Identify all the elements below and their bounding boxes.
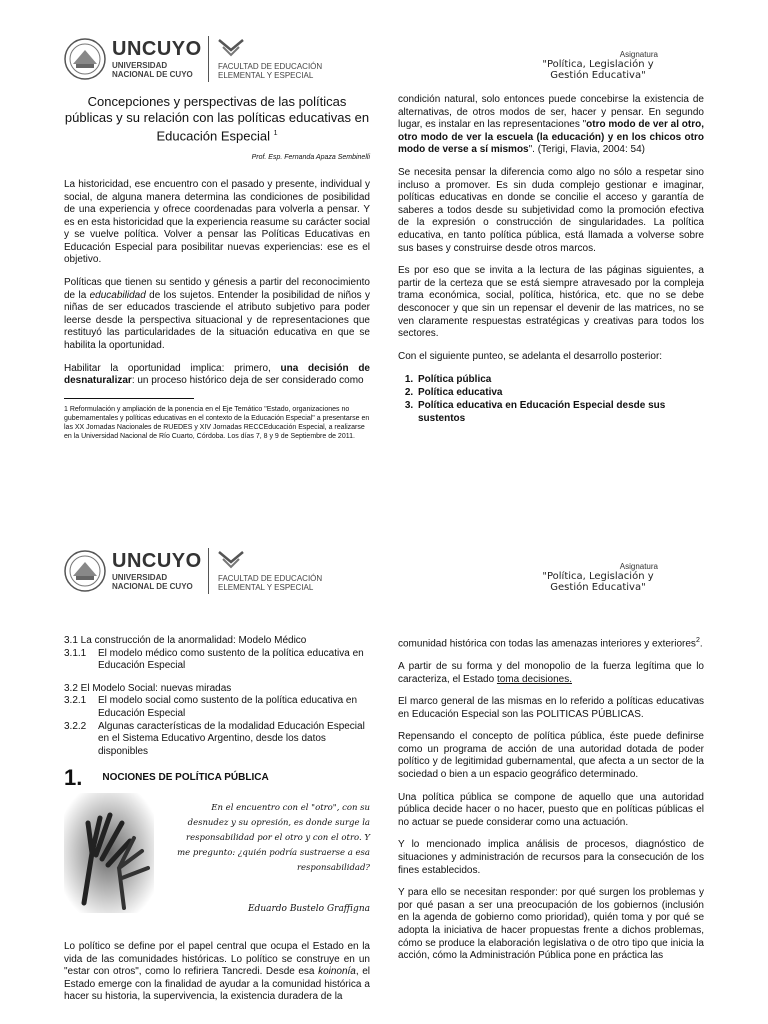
university-name-line1: UNIVERSIDAD — [112, 573, 168, 582]
paragraph-emphasis: koinonía — [318, 966, 356, 978]
epigraph-quote: En el encuentro con el "otro", con su desnudez y su opresión, es donde surge la responsabilidad por el otro y con el otro. Y me pregunto: ¿quién podría sustraerse a esa responsabilidad? — [177, 802, 370, 873]
toc-item-text: El modelo médico como sustento de la política educativa en Educación Especial — [98, 647, 364, 672]
uncuyo-logo — [64, 36, 404, 86]
toc-item-number: 3.2.1 — [64, 695, 87, 707]
university-name-line2: NACIONAL DE CUYO — [112, 70, 193, 79]
university-name — [112, 573, 193, 591]
subject-block — [508, 50, 688, 81]
university-name-line1: UNIVERSIDAD — [112, 61, 168, 70]
paragraph — [64, 941, 370, 1004]
paragraph: El marco general de las mismas en lo referido a políticas educativas en Educación Especial son las POLITICAS PÚBLICAS. — [398, 696, 704, 720]
paragraph-text: Lo político se define por el papel central que ocupa el Estado en la vida de las comunidades históricas. Lo político se construye en un "estar con otros", como lo refiriera Tancredi. Desde esa — [64, 940, 370, 978]
paragraph-text: ". (Terigi, Flavia, 2004: 54) — [528, 144, 646, 156]
faculty-name-line1: FACULTAD DE EDUCACIÓN — [218, 574, 323, 583]
title-text: Concepciones y perspectivas de las políticas públicas y su relación con las políticas educativas en Educación Especial — [64, 94, 370, 144]
faculty-name-line2: ELEMENTAL Y ESPECIAL — [218, 583, 314, 592]
paragraph-underline: toma decisiones. — [496, 673, 572, 685]
asignatura-label: Asignatura — [619, 562, 658, 571]
toc-item-number: 3.2.2 — [64, 720, 87, 732]
asignatura-label: Asignatura — [619, 50, 658, 59]
paragraph: Repensando el concepto de política pública, éste puede definirse como un programa de acción de una autoridad dotada de poder político y de legitimidad gubernamental, que afecta a un sector de la sociedad o bien a un espacio geográfico determinado. — [398, 731, 704, 781]
subject-line2: Gestión Educativa" — [550, 582, 646, 593]
paragraph: La historicidad, ese encuentro con el pasado y presente, individual y social, de alguna manera determina las condiciones de posibilidad de una experiencia y ofrece coordenadas para volverla a pensar. Y es en esta historicidad que la experiencia reasume su carácter social y se vuelve política. Volver a pensar las Políticas Educativas en Educación Especial para posibilitar nuevas experiencias: ese es el objetivo. — [64, 178, 370, 266]
paragraph-text: , el Estado emerge con la finalidad de ayudar a la comunidad histórica a hacer su historia, la supervivencia, la existencia duradera de la — [64, 966, 370, 1003]
toc-item-text: 3.2 El Modelo Social: nuevas miradas — [64, 682, 232, 694]
toc-item — [64, 635, 370, 648]
university-name — [112, 61, 193, 79]
faculty-name — [218, 574, 322, 592]
page1-column-right — [398, 94, 704, 425]
paragraph-text: : un proceso histórico deja de ser considerado como — [131, 375, 364, 387]
toc-item-text: 3.1 La construcción de la anormalidad: Modelo Médico — [64, 635, 307, 646]
footnote-ref[interactable]: 2 — [695, 637, 700, 644]
epigraph — [64, 793, 370, 931]
list-item: 2. Política educativa — [416, 386, 704, 399]
list-item: 3. Política educativa en Educación Especial desde sus sustentos — [416, 399, 704, 425]
paragraph-text: Políticas que tienen su sentido y génesis a partir del reconocimiento de la — [64, 277, 370, 301]
page1-column-left — [64, 94, 370, 441]
hands-image — [64, 793, 154, 913]
paragraph — [64, 363, 370, 388]
subject-line1: "Política, Legislación y — [542, 59, 654, 70]
paragraph — [398, 94, 704, 157]
uncuyo-wordmark: UNCUYO — [112, 38, 202, 60]
faculty-chevron-icon — [218, 38, 244, 58]
faculty-name — [218, 62, 322, 80]
paragraph: Con el siguiente punteo, se adelanta el desarrollo posterior: — [398, 350, 663, 362]
toc-item — [64, 721, 370, 759]
paragraph: Una política pública se compone de aquello que una autoridad pública decide hacer o no hacer, puesto que en políticas públicas el no actuar se puede considerar como una actuación. — [398, 791, 704, 828]
toc-item — [64, 695, 370, 720]
toc-item — [64, 683, 370, 696]
uncuyo-logo — [64, 548, 404, 598]
numbered-list — [398, 373, 704, 425]
toc-item-text: El modelo social como sustento de la política educativa en Educación Especial — [98, 695, 358, 719]
uncuyo-wordmark: UNCUYO — [112, 550, 202, 572]
table-of-contents — [64, 635, 370, 758]
toc-item-text: Algunas características de la modalidad Educación Especial en el Sistema Educativo Argentino, desde los datos disponibles — [98, 720, 365, 757]
logo-divider — [208, 548, 209, 594]
paragraph-text: A partir de su forma y del monopolio de la fuerza legítima que lo caracteriza, el Estado — [398, 660, 704, 685]
paragraph: comunidad histórica con todas las amenazas interiores y exteriores$^2$. — [398, 637, 703, 650]
list-item: 1. Política pública — [416, 373, 704, 386]
document-page-2 — [0, 512, 768, 1024]
paragraph — [64, 277, 370, 353]
paragraph: Y para ello se necesitan responder: por qué surgen los problemas y por qué pasan a ser una preocupación de los gobiernos (inclusión en la agenda de gobierno como prioridad), quién toma y por qué se adopta la iniciativa de hacer propuestas frente a dichos problemas, cómo se produce la elaboración legislativa o de otro tipo que inicia la acción, cómo la Administración Pública pone en práctica las — [398, 887, 704, 962]
page2-column-right — [398, 635, 704, 973]
author: Prof. Esp. Fernanda Apaza Sembinelli — [251, 154, 370, 162]
toc-item-number: 3.1.1 — [64, 647, 87, 659]
faculty-name-line1: FACULTAD DE EDUCACIÓN — [218, 62, 323, 71]
page-header — [64, 542, 714, 602]
paragraph-strong: otro modo de ver al otro, otro modo de ver la escuela (la educación) y en los chicos otro modo de verse a sí mismos — [398, 119, 704, 156]
paragraph-emphasis: educabilidad — [89, 289, 146, 301]
footnote: 1 Reformulación y ampliación de la ponencia en el Eje Temático "Estado, organizaciones no gubernamentales y políticas educativas en el contexto de la Educación Especial" a presentarse en las XX Jornadas Nacionales de RUEDES y XIV Jornadas RECCEducación Especial, a realizarse en la Universidad Nacional de Río Cuarto, Córdoba. Los días 7, 8 y 9 de Septiembre de 2011. — [64, 405, 370, 440]
paragraph-strong: una decisión de desnaturalizar — [64, 362, 370, 387]
paragraph-text: de los sujetos. Entender la posibilidad de niños y niñas de ser educados trasciende el atributo subjetivo para poder leerse desde la perspectiva situacional y de representaciones que restituyó las particularidades de la situación educativa en que se habilita la oportunidad. — [64, 289, 371, 352]
subject-line1: "Política, Legislación y — [542, 571, 654, 582]
document-title — [64, 94, 370, 144]
toc-item — [64, 648, 370, 673]
page-header — [64, 30, 714, 90]
university-name-line2: NACIONAL DE CUYO — [112, 582, 193, 591]
footnote-divider — [64, 398, 194, 399]
paragraph-text: condición natural, solo entonces puede concebirse la existencia de alternativas, de otros modos de ser, hacer y pensar. En segundo lugar, es instalar en las representaciones " — [398, 94, 704, 131]
page2-column-left — [64, 635, 370, 1014]
section-number: 1. — [64, 765, 83, 791]
title-footnote-ref[interactable]: 1 — [273, 130, 278, 137]
paragraph: Es por eso que se invita a la lectura de las páginas siguientes, a partir de la certeza que se está siempre atravesado por la compleja trama económica, social, política, histórica, etc. que no se debe desconocer y que sin un repensar el devenir de las matrices, no se ven claramente respuestas estratégicas y creativas para todos los sectores. — [398, 265, 704, 340]
paragraph-text: Habilitar la oportunidad implica: primero, — [64, 362, 281, 374]
faculty-chevron-icon — [218, 550, 244, 570]
paragraph: Y lo mencionado implica análisis de procesos, diagnóstico de situaciones y administración de recursos para la consecución de los fines establecidos. — [398, 839, 704, 876]
university-seal-icon — [64, 550, 106, 592]
paragraph: Se necesita pensar la diferencia como algo no sólo a respetar sino incluso a promover. Es sin duda complejo gestionar e imaginar, políticas educativas en donde se concilie el acceso y garantía de saberes a todos desde su subjetividad como la promoción efectiva de la expresión o construcción de singularidades. La política educativa, en tanto política pública, está llamada a volverse sobre sus bases y construirse desde otros marcos. — [398, 166, 704, 254]
section-heading — [64, 765, 370, 791]
paragraph-text: comunidad histórica con todas las amenazas interiores y exteriores — [398, 638, 696, 650]
epigraph-author: Eduardo Bustelo Graffigna — [247, 903, 370, 914]
section-title: NOCIONES DE POLÍTICA PÚBLICA — [102, 772, 269, 784]
subject-block — [508, 562, 688, 593]
paragraph — [398, 661, 704, 686]
faculty-name-line2: ELEMENTAL Y ESPECIAL — [218, 71, 314, 80]
university-seal-icon — [64, 38, 106, 80]
logo-divider — [208, 36, 209, 82]
subject-line2: Gestión Educativa" — [550, 70, 646, 81]
